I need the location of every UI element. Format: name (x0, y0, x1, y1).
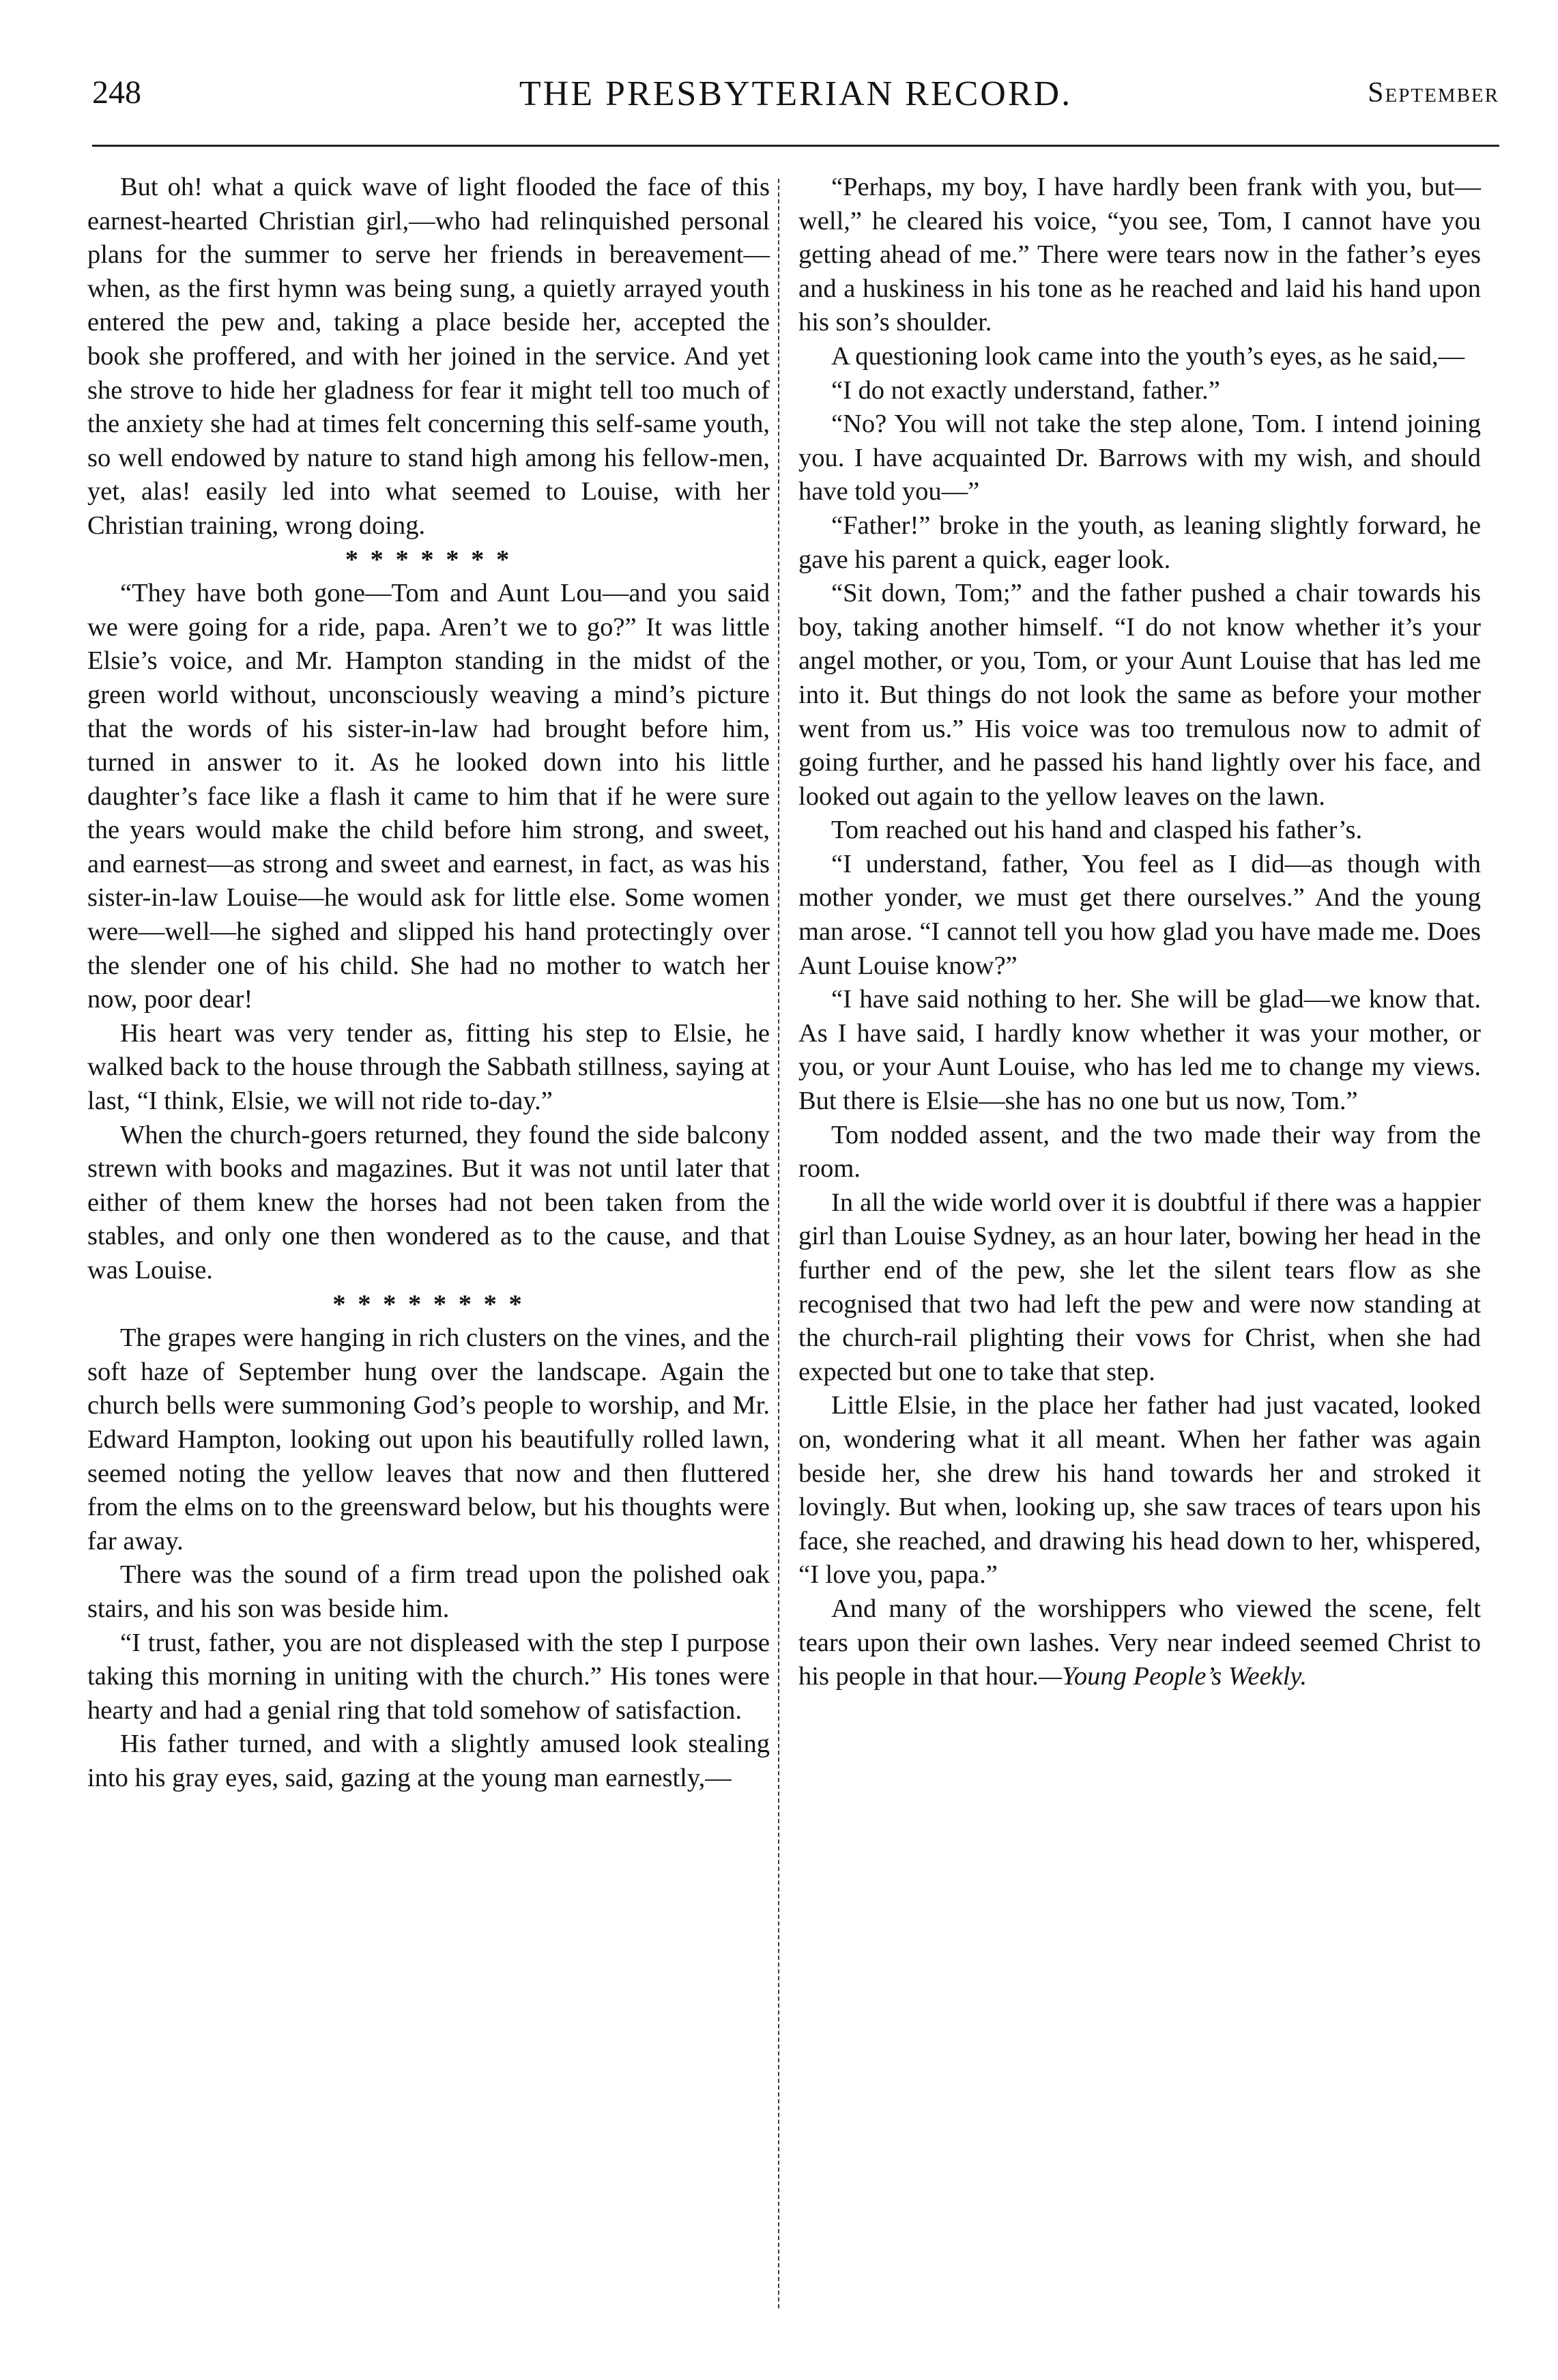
paragraph (798, 814, 1481, 848)
paragraph-text: “I do not exactly understand, father.” (831, 375, 1220, 405)
paragraph-text: The grapes were hanging in rich clusters on the vines, and the soft haze of September hung over the landscape. Again the church bells were summoning God’s people to worship, and Mr. Edward Hampton, looking out upon his beautifully rolled lawn, seemed noting the yellow leaves that now and then fluttered from the elms on to the greensward below, but his thoughts were far away. (87, 1323, 770, 1555)
paragraph (87, 1017, 770, 1119)
paragraph-text: “I trust, father, you are not displeased with the step I purpose taking this morning in uniting with the church.” His tones were hearty and had a genial ring that told somehow of satisfaction. (87, 1628, 770, 1725)
paragraph (87, 1321, 770, 1558)
paragraph-text: “No? You will not take the step alone, Tom. I intend joining you. I have acquainted Dr. Barrows with my wish, and should have told you—” (798, 410, 1481, 506)
paragraph-text: And many of the worshippers who viewed the scene, felt tears upon their own lashes. Very near indeed seemed Christ to his people in that hour. (798, 1594, 1481, 1691)
section-break-stars (87, 1288, 770, 1322)
paragraph (798, 509, 1481, 577)
paragraph-text: In all the wide world over it is doubtful if there was a happier girl than Louise Sydney, as an hour later, bowing her head in the further end of the pew, she let the silent tears flow as she recognised that two had left the pew and were now standing at the church-rail plighting their vows for Christ, when she had expected but one to take that step. (798, 1188, 1481, 1386)
paragraph-text: Tom nodded assent, and the two made their way from the room. (798, 1120, 1481, 1184)
paragraph (87, 1119, 770, 1288)
page-number: 248 (92, 74, 141, 111)
running-header (92, 74, 1499, 128)
paragraph-text: “Father!” broke in the youth, as leaning slightly forward, he gave his parent a quick, eager look. (798, 511, 1481, 574)
paragraph (798, 848, 1481, 983)
paragraph-text: * * * * * * * (345, 545, 513, 574)
paragraph (798, 577, 1481, 814)
paragraph (798, 1592, 1481, 1694)
paragraph-text: When the church-goers returned, they found the side balcony strewn with books and magazines. But it was not until later that either of them knew the horses had not been taken from the stables, and only one then wondered as to the cause, and that was Louise. (87, 1120, 770, 1285)
paragraph-text: But oh! what a quick wave of light flooded the face of this earnest-hearted Christian girl,—who had relinquished personal plans for the summer to serve her friends in bereavement—when, as the first hymn was being sung, a quietly arrayed youth entered the pew and, taking a place beside her, accepted the book she proffered, and with her joined in the service. And yet she strove to hide her gladness for fear it might tell too much of the anxiety she had at times felt concerning this self-same youth, so well endowed by nature to stand high among his fellow-men, yet, alas! easily led into what seemed to Louise, with her Christian training, wrong doing. (87, 173, 770, 540)
section-break-stars (87, 543, 770, 577)
right-column (798, 171, 1481, 1694)
paragraph-text: Little Elsie, in the place her father had just vacated, looked on, wondering what it all meant. When her father was again beside her, she drew his hand towards her and stroked it lovingly. But when, looking up, she saw traces of tears upon his face, she reached, and drawing his head down to her, whispered, “I love you, papa.” (798, 1391, 1481, 1590)
paragraph-text: His heart was very tender as, fitting his step to Elsie, he walked back to the house through the Sabbath stillness, saying at last, “I think, Elsie, we will not ride to-day.” (87, 1018, 770, 1116)
paragraph (87, 1727, 770, 1795)
paragraph (798, 374, 1481, 408)
paragraph (798, 340, 1481, 374)
paragraph (87, 1626, 770, 1728)
paragraph-text: There was the sound of a firm tread upon the polished oak stairs, and his son was beside him. (87, 1560, 770, 1623)
paragraph-text: * * * * * * * * (332, 1289, 525, 1319)
paragraph-text: “Perhaps, my boy, I have hardly been frank with you, but—well,” he cleared his voice, “you see, Tom, I cannot have you getting ahead of me.” There were tears now in the father’s eyes and a huskiness in his tone as he reached and laid his hand upon his son’s shoulder. (798, 173, 1481, 337)
paragraph (87, 1558, 770, 1626)
header-rule (92, 145, 1499, 147)
paragraph (798, 983, 1481, 1118)
paragraph (798, 1389, 1481, 1592)
paragraph-text: Tom reached out his hand and clasped his father’s. (831, 816, 1363, 845)
paragraph (87, 171, 770, 543)
paragraph-text: “I have said nothing to her. She will be glad—we know that. As I have said, I hardly know whether it was your mother, or you, or your Aunt Louise, who has led me to change my views. But there is Elsie—she has no one but us now, Tom.” (798, 985, 1481, 1116)
left-column (87, 171, 770, 1796)
paragraph (798, 1119, 1481, 1186)
paragraph (798, 1186, 1481, 1390)
paragraph (87, 577, 770, 1017)
paragraph-text: His father turned, and with a slightly amused look stealing into his gray eyes, said, gazing at the young man earnestly,— (87, 1730, 770, 1792)
paragraph (798, 407, 1481, 509)
column-divider (778, 179, 779, 2308)
paragraph-text: “Sit down, Tom;” and the father pushed a chair towards his boy, taking another himself. “I do not know whether it’s your angel mother, or you, Tom, or your Aunt Louise that has led me into it. But things do not look the same as before your mother went from us.” His voice was too tremulous now to admit of going further, and he passed his hand lightly over his face, and looked out again to the yellow leaves on the lawn. (798, 579, 1481, 811)
paragraph-text: A questioning look came into the youth’s eyes, as he said,— (831, 341, 1465, 371)
paragraph-text: “They have both gone—Tom and Aunt Lou—and you said we were going for a ride, papa. Aren’t we to go?” It was little Elsie’s voice, and Mr. Hampton standing in the midst of the green world without, unconsciously weaving a mind’s picture that the words of his sister-in-law had brought before him, turned in answer to it. As he looked down into his little daughter’s face like a flash it came to him that if he were sure the years would make the child before him strong, and sweet, and earnest—as strong and sweet and earnest, in fact, as was his sister-in-law Louise—he would ask for little else. Some women were—well—he sighed and slipped his hand protectingly over the slender one of his child. She had no mother to watch her now, poor dear! (87, 579, 770, 1014)
source-attribution: —Young People’s Weekly. (1038, 1662, 1307, 1691)
paragraph (798, 171, 1481, 340)
issue-month: September (1368, 77, 1499, 109)
journal-title: THE PRESBYTERIAN RECORD. (519, 74, 1073, 113)
paragraph-text: “I understand, father, You feel as I did—as though with mother yonder, we must get there ourselves.” And the young man arose. “I cannot tell you how glad you have made me. Does Aunt Louise know?” (798, 849, 1481, 980)
